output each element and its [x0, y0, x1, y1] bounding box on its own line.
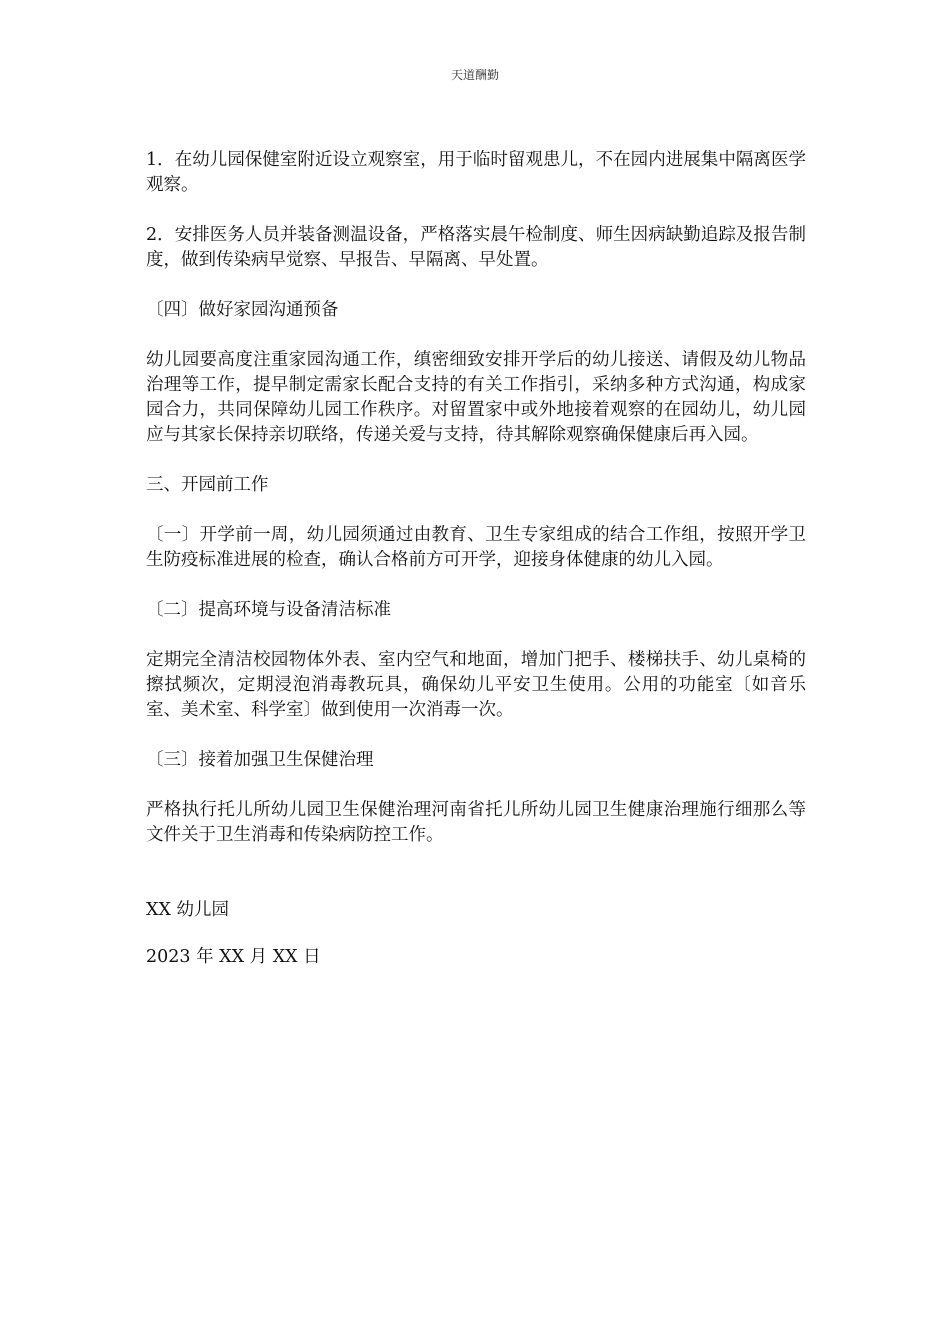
- paragraph-home-communication: 幼儿园要高度注重家园沟通工作，缜密细致安排开学后的幼儿接送、请假及幼儿物品治理等工作，提早制定需家长配合支持的有关工作指引，采纳多种方式沟通，构成家园合力，共同保障幼儿园工作秩序。对留置家中或外地接着观察的在园幼儿，幼儿园应与其家长保持亲切联络，传递关爱与支持，待其解除观察确保健康后再入园。: [146, 350, 806, 445]
- section-heading-three: 三、开园前工作: [146, 475, 269, 495]
- document-body: [146, 148, 806, 992]
- section-heading-sub-2: 〔二〕提高环境与设备清洁标准: [146, 600, 391, 620]
- paragraph-health-management: 严格执行托儿所幼儿园卫生保健治理河南省托儿所幼儿园卫生健康治理施行细那么等文件关于卫生消毒和传染病防控工作。: [146, 800, 806, 845]
- section-heading-4: 〔四〕做好家园沟通预备: [146, 300, 339, 320]
- paragraph-cleaning: 定期完全清洁校园物体外表、室内空气和地面，增加门把手、楼梯扶手、幼儿桌椅的擦拭频次，定期浸泡消毒教玩具，确保幼儿平安卫生使用。公用的功能室〔如音乐室、美术室、科学室〕做到使用一次消毒一次。: [146, 650, 806, 720]
- paragraph-item-1: 1．在幼儿园保健室附近设立观察室，用于临时留观患儿，不在园内进展集中隔离医学观察。: [146, 150, 806, 195]
- signature-organization: XX 幼儿园: [146, 900, 229, 920]
- section-heading-sub-3: 〔三〕接着加强卫生保健治理: [146, 750, 374, 770]
- paragraph-sub-1: 〔一〕开学前一周，幼儿园须通过由教育、卫生专家组成的结合工作组，按照开学卫生防疫标准进展的检查，确认合格前方可开学，迎接身体健康的幼儿入园。: [146, 525, 806, 570]
- signature-date: 2023 年 XX 月 XX 日: [146, 947, 321, 967]
- paragraph-item-2: 2．安排医务人员并装备测温设备，严格落实晨午检制度、师生因病缺勤追踪及报告制度，做到传染病早觉察、早报告、早隔离、早处置。: [146, 225, 806, 270]
- page-header: 天道酬勤: [450, 68, 499, 82]
